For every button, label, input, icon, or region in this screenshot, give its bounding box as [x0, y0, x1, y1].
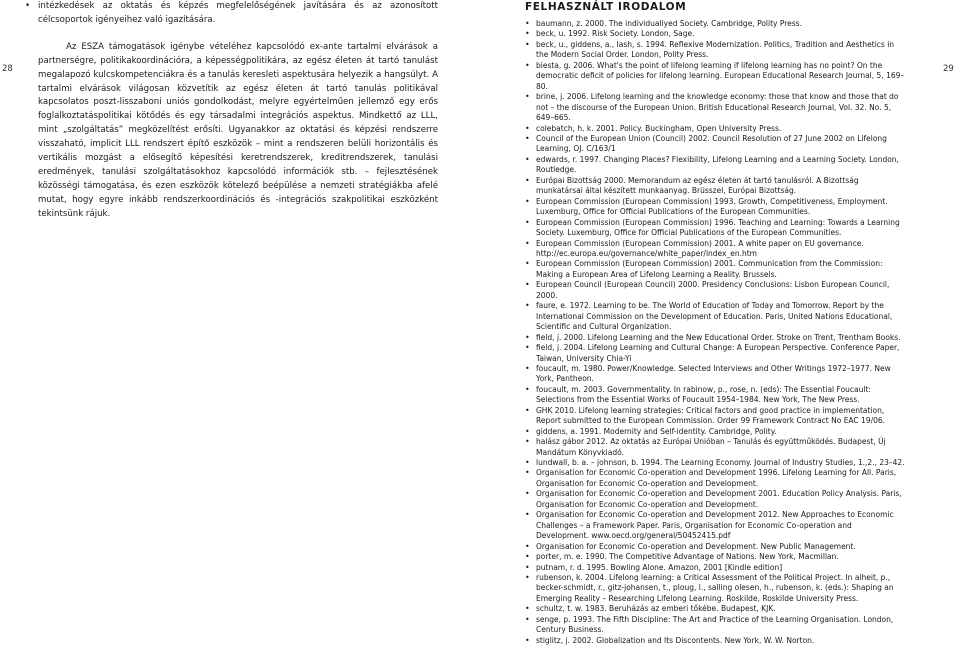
bullet-icon: • [525, 92, 530, 102]
reference-item [525, 197, 905, 218]
bullet-icon: • [525, 468, 530, 478]
bullet-icon: • [525, 562, 530, 572]
bullet-icon: • [525, 175, 530, 185]
reference-text: lundwall, b. a. – johnson, b. 1994. The Learning Economy. Journal of Industry Studies, 1.,2., 23–42. [536, 458, 905, 468]
reference-item [525, 92, 905, 123]
reference-item [525, 458, 905, 468]
reference-item [525, 573, 905, 604]
reference-text: baumann, z. 2000. The individualiyed Society. Cambridge, Polity Press. [536, 19, 802, 28]
reference-item [525, 301, 905, 332]
bullet-icon: • [525, 259, 530, 269]
bullet-icon: • [525, 437, 530, 447]
bullet-icon: • [525, 384, 530, 394]
reference-text: faure, e. 1972. Learning to be. The World of Education of Today and Tomorrow. Report by the International Commission on the Development of Education. Paris, United Nations Educational, Scientific and Cultural Organization. [536, 301, 893, 332]
reference-item [525, 333, 905, 343]
reference-text: European Commission (European Commission) 2001. Communication from the Commission: Making a European Area of Lifelong Learning a Reality. Brussels. [536, 259, 883, 279]
reference-item [525, 385, 905, 406]
reference-text: brine, j. 2006. Lifelong learning and the knowledge economy: those that know and those that do not – the discourse of the European Union. British Educational Research Journal, Vol. 32. No. 5, 649–665. [536, 92, 899, 123]
reference-text: Európai Bizottság 2000. Memorandum az egész életen át tartó tanulásról. A Bizottság munkatársai által készített munkaanyag. Brüsszel, Európai Bizottság. [536, 175, 859, 196]
bullet-icon: • [525, 458, 530, 468]
reference-text: Organisation for Economic Co-operation and Development. New Public Management. [536, 541, 856, 551]
bullet-icon: • [525, 280, 530, 290]
reference-item [525, 437, 905, 458]
page-number-left: 28 [2, 64, 13, 74]
reference-item [525, 615, 905, 636]
reference-item [525, 29, 905, 39]
reference-item [525, 218, 905, 239]
bullet-icon: • [525, 541, 530, 551]
bullet-icon: • [525, 196, 530, 206]
references-list [525, 19, 905, 646]
reference-text: biesta, g. 2006. What's the point of lifelong learning if lifelong learning has no point? On the democratic deficit of policies for lifelong learning. European Educational Research Journal, 5, 169–80. [536, 60, 905, 91]
bullet-icon: • [525, 573, 530, 583]
reference-item [525, 563, 905, 573]
bullet-icon: • [525, 635, 530, 645]
reference-item [525, 259, 905, 280]
bullet-icon: • [525, 510, 530, 520]
page-number-right: 29 [943, 64, 954, 74]
bullet-icon: • [525, 489, 530, 499]
reference-item [525, 280, 905, 301]
reference-item [525, 427, 905, 437]
bullet-icon: • [525, 405, 530, 415]
reference-text: edwards, r. 1997. Changing Places? Flexibility, Lifelong Learning and a Learning Society. London, Routledge. [536, 154, 899, 175]
reference-item [525, 239, 905, 260]
reference-text: foucault, m. 1980. Power/Knowledge. Selected Interviews and Other Writings 1972–1977. New York, Pantheon. [536, 363, 891, 384]
bullet-icon: • [525, 332, 530, 342]
reference-item [525, 124, 905, 134]
reference-item [525, 542, 905, 552]
reference-item [525, 406, 905, 427]
reference-text: rubenson, k. 2004. Lifelong learning: a Critical Assessment of the Political Project. In alheit, p., becker-schmidt, r., gitz-johansen, t., ploug, l., salling olesen, h., rubenson, k. (eds.): Shaping an Emerging Reality – Researching Lifelong Learning. Roskilde, Roskilde University Press. [536, 573, 894, 603]
bullet-icon: • [525, 301, 530, 311]
reference-item [525, 636, 905, 646]
reference-text: European Commission (European Commission) 1993. Growth, Competitiveness, Employment. Luxemburg, Office for Official Publications of the European Communities. [536, 196, 888, 217]
body-paragraph: Az ESZA támogatások igénybe vételéhez kapcsolódó ex-ante tartalmi elvárások a partnerségre, politikakoordinációra, a képességpolitikára, az egész életen át tartó tanulást megalapozó kulcskompetenciákra és a tanulás keresleti aspektusára helyezik a hangsúlyt. A tartalmi elvárások világosan közvetítik az egész életen át tartó tanulás politikával kapcsolatos poszt-lisszaboni uniós gondolkodást, melyre egyértelműen jellemző egy erős foglalkoztatáspolitikai kötődés és egy társadalmi integrációs aspektus. Mindkettő az LLL, mint „szolgáltatás” megközelítést erősíti. Ugyanakkor az oktatási és képzési rendszerre visszaható, implicit LLL rendszert építő eszközök – mint a rendszeren belüli horizontális és vertikális mozgást a elősegítő képesítési keretrendszerek, kreditrendszerek, tanulási eredmények, tanulási szolgáltatásokhoz kapcsolódó információk stb. – fejlesztésének közösségi támogatása, és ezen eszközök kötelező beépülése a nemzeti stratégiákba afelé mutat, hogy egyre inkább rendszerkoordinációs és -integrációs szakpolitikai eszközként tekintsünk rájuk. [38, 41, 438, 219]
bullet-item [25, 0, 438, 28]
reference-text: Council of the European Union (Council) 2002. Council Resolution of 27 June 2002 on Lifelong Learning, OJ. C/163/1 [536, 133, 887, 154]
reference-item [525, 510, 905, 541]
bullet-icon: • [525, 217, 530, 227]
reference-item [525, 61, 905, 92]
reference-text: foucault, m. 2003. Governmentality. In rabinow, p., rose, n. (eds): The Essential Foucault: Selections from the Essential Works of Foucault 1954–1984. New York, The New Press. [536, 384, 871, 405]
reference-text: halász gábor 2012. Az oktatás az Európai Unióban – Tanulás és együttműködés. Budapest, Új Mandátum Könyvkiadó. [536, 437, 886, 457]
bullet-icon: • [525, 60, 530, 70]
reference-item [525, 155, 905, 176]
reference-text: colebatch, h. k. 2001. Policy. Buckingham, Open University Press. [536, 123, 782, 133]
bullet-text: intézkedések az oktatás és képzés megfelelőségének javítására és az azonosított célcsoportok igényeihez való igazítására. [38, 1, 438, 25]
reference-text: European Council (European Council) 2000. Presidency Conclusions: Lisbon European Council, 2000. [536, 280, 890, 300]
reference-item [525, 489, 905, 510]
reference-text: Organisation for Economic Co-operation and Development 2012. New Approaches to Economic Challenges – a Framework Paper. Paris, Organisation for Economic Co-operation and Development. www.oecd.org/general/50452415.pdf [536, 510, 894, 541]
reference-text: porter, m. e. 1990. The Competitive Advantage of Nations. New York, Macmillan. [536, 552, 839, 562]
bullet-icon: • [525, 426, 530, 436]
reference-text: giddens, a. 1991. Modernity and Self-identity. Cambridge, Polity. [536, 426, 777, 436]
bullet-icon: • [525, 343, 530, 353]
reference-item [525, 40, 905, 61]
reference-text: beck, u., giddens, a., lash, s. 1994. Reflexive Modernization. Politics, Tradition and Aesthetics in the Modern Social Order. London, Polity Press. [536, 39, 895, 60]
reference-item [525, 343, 905, 364]
right-column [525, 0, 905, 646]
reference-text: Organisation for Economic Co-operation and Development 2001. Education Policy Analysis. Paris, Organisation for Economic Co-operation and Development. [536, 489, 902, 509]
bullet-icon: • [525, 363, 530, 373]
bullet-icon: • [25, 1, 31, 11]
reference-text: Organisation for Economic Co-operation and Development 1996. Lifelong Learning for All. Paris, Organisation for Economic Co-operation and Development. [536, 468, 897, 488]
reference-item [525, 19, 905, 29]
bullet-icon: • [525, 604, 530, 614]
reference-item [525, 176, 905, 197]
reference-item [525, 468, 905, 489]
bullet-icon: • [525, 238, 530, 248]
bullet-icon: • [525, 29, 530, 39]
reference-text: field, j. 2004. Lifelong Learning and Cultural Change: A European Perspective. Conference Paper, Taiwan, University Chia-Yi [536, 343, 900, 363]
reference-text: senge, p. 1993. The Fifth Discipline: The Art and Practice of the Learning Organisation. London, Century Business. [536, 614, 894, 635]
references-heading: FELHASZNÁLT IRODALOM [525, 1, 687, 13]
reference-text: European Commission (European Commission) 2001. A white paper on EU governance. http://ec.europa.eu/governance/white_paper/index_en.htm [536, 238, 864, 258]
reference-item [525, 604, 905, 614]
reference-text: stiglitz, j. 2002. Globalization and Its Discontents. New York, W. W. Norton. [536, 635, 815, 645]
reference-text: putnam, r. d. 1995. Bowling Alone. Amazon, 2001 [Kindle edition] [536, 562, 783, 572]
bullet-icon: • [525, 39, 530, 49]
left-column [25, 0, 438, 222]
bullet-icon: • [525, 123, 530, 133]
reference-item [525, 552, 905, 562]
bullet-icon: • [525, 19, 530, 28]
reference-text: GHK 2010. Lifelong learning strategies: Critical factors and good practice in implementation, Report submitted to the European Commission. Order 99 Framework Contract No EAC 19/06. [536, 405, 886, 426]
reference-text: schultz, t. w. 1983. Beruházás az emberi tőkébe. Budapest, KJK. [536, 604, 776, 614]
reference-text: European Commission (European Commission) 1996. Teaching and Learning: Towards a Learning Society. Luxemburg, Office for Official Publications of the European Communities. [536, 217, 900, 238]
bullet-icon: • [525, 552, 530, 562]
bullet-icon: • [525, 133, 530, 143]
reference-item [525, 134, 905, 155]
reference-text: field, j. 2000. Lifelong Learning and the New Educational Order. Stroke on Trent, Trentham Books. [536, 332, 901, 342]
reference-item [525, 364, 905, 385]
reference-text: beck, u. 1992. Risk Society. London, Sage. [536, 29, 695, 39]
bullet-icon: • [525, 614, 530, 624]
bullet-icon: • [525, 154, 530, 164]
